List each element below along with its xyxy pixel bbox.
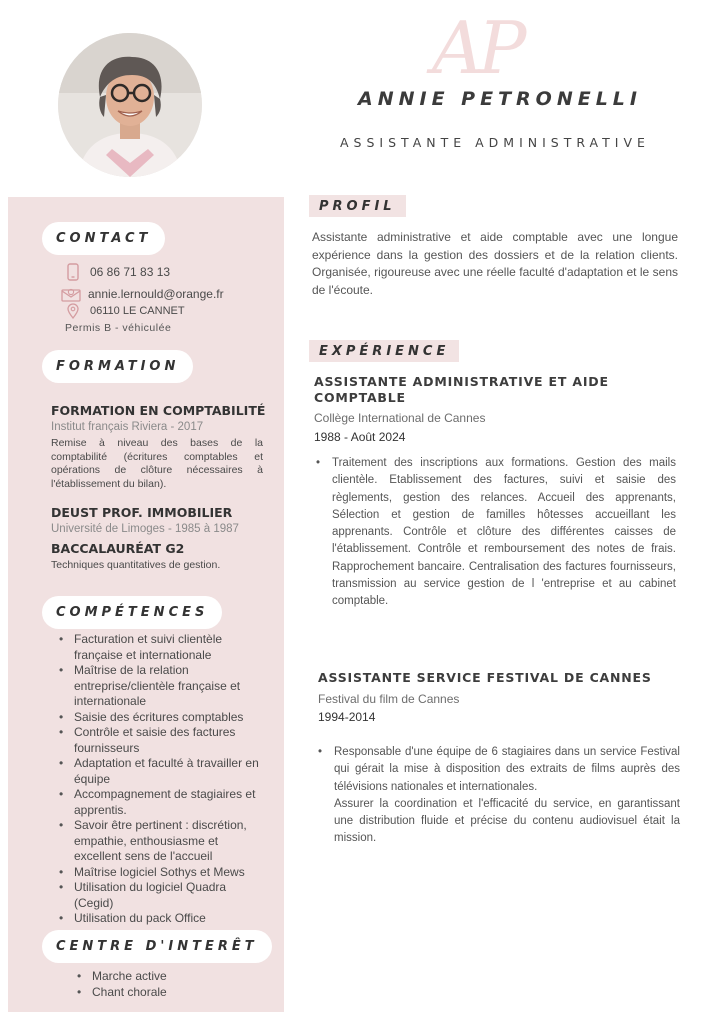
job-dates: 1994-2014 bbox=[318, 710, 376, 724]
driving-permit: Permis B - véhiculée bbox=[65, 322, 172, 334]
location-pin-icon bbox=[62, 302, 84, 320]
formation-school: Institut français Riviera - 2017 bbox=[51, 421, 204, 433]
phone-number: 06 86 71 83 13 bbox=[90, 265, 171, 279]
list-item bbox=[316, 744, 680, 848]
envelope-icon bbox=[60, 285, 82, 303]
profile-photo bbox=[58, 33, 202, 177]
formation-description: Techniques quantitatives de gestion. bbox=[51, 559, 221, 571]
list-item: • Traitement des inscriptions aux formations. Gestion des mails clientèle. Etablissement des factures, suivi et saisie des règlements, gestion des relances. Accueil des apprenants, Sélection et gestion de familles hôtesses accueillant les apprenants. Contrôle et clôture des différentes caisses de l'établissement. Contrôle et remboursement des notes de frais. Rapprochement bancaire. Centralisation des factures fournisseurs, transmission au service gestion de l 'entreprise et au cabinet comptable. bbox=[314, 455, 676, 611]
list-item: • Savoir être pertinent : discrétion, empathie, enthousiasme et excellent sens de l'accueil bbox=[56, 818, 268, 865]
list-item: • Facturation et suivi clientèle française et internationale bbox=[56, 632, 268, 663]
formation-title: FORMATION EN COMPTABILITÉ bbox=[51, 403, 266, 418]
list-item: • Maîtrise de la relation entreprise/clientèle française et internationale bbox=[56, 663, 268, 710]
profile-heading: PROFIL bbox=[309, 195, 406, 217]
contact-email[interactable] bbox=[60, 285, 224, 303]
portrait-image bbox=[58, 33, 202, 177]
contact-address bbox=[62, 302, 185, 320]
job-duties bbox=[316, 744, 680, 848]
list-item: • Utilisation du logiciel Quadra (Cegid) bbox=[56, 880, 268, 911]
list-item: • Contrôle et saisie des factures fournisseurs bbox=[56, 725, 268, 756]
list-item: • Chant chorale bbox=[74, 984, 167, 1000]
job-company: Collège International de Cannes bbox=[314, 411, 486, 425]
job-company: Festival du film de Cannes bbox=[318, 692, 460, 706]
interests-heading: CENTRE D'INTERÊT bbox=[42, 930, 272, 963]
duty-text-extra: Assurer la coordination et l'efficacité du service, en garantissant une distribution fluide et précise du contenu audiovisuel était la mission. bbox=[334, 797, 680, 845]
formation-title: BACCALAURÉAT G2 bbox=[51, 541, 185, 556]
job-title: ASSISTANTE ADMINISTRATIVE bbox=[340, 135, 650, 150]
skills-list bbox=[56, 632, 268, 927]
email-address: annie.lernould@orange.fr bbox=[88, 287, 224, 301]
list-item: • Adaptation et faculté à travailler en équipe bbox=[56, 756, 268, 787]
duty-text: Responsable d'une équipe de 6 stagiaires dans un service Festival qui gérait la mise à disposition des extraits de films auprès des télévisions nationales et internationales. bbox=[334, 746, 680, 793]
list-item: • Marche active bbox=[74, 968, 167, 984]
address-text: 06110 LE CANNET bbox=[90, 305, 185, 317]
contact-phone[interactable] bbox=[62, 263, 170, 281]
interests-list bbox=[74, 968, 167, 1000]
candidate-name: ANNIE PETRONELLI bbox=[358, 88, 642, 110]
list-item: • Maîtrise logiciel Sothys et Mews bbox=[56, 865, 268, 881]
job-role: ASSISTANTE SERVICE FESTIVAL DE CANNES bbox=[318, 670, 652, 685]
job-dates: 1988 - Août 2024 bbox=[314, 430, 406, 444]
list-item: • Saisie des écritures comptables bbox=[56, 710, 268, 726]
profile-summary: Assistante administrative et aide comptable avec une longue expérience dans la gestion des dossiers et de la relation clients. Organisée, rigoureuse avec une réelle faculté d'adaptation et le sens de l'écoute. bbox=[312, 230, 678, 297]
phone-icon bbox=[62, 263, 84, 281]
formation-title: DEUST PROF. IMMOBILIER bbox=[51, 505, 233, 520]
monogram-logo: AP bbox=[432, 6, 521, 90]
formation-description: Remise à niveau des bases de la comptabilité (écritures comptables et opérations de clôture nécessaires à l'établissement du bilan). bbox=[51, 437, 263, 490]
skills-heading: COMPÉTENCES bbox=[42, 596, 222, 629]
contact-heading: CONTACT bbox=[42, 222, 165, 255]
job-duties bbox=[314, 455, 676, 611]
list-item: • Utilisation du pack Office bbox=[56, 911, 268, 927]
formation-school: Université de Limoges - 1985 à 1987 bbox=[51, 523, 239, 535]
list-item: • Accompagnement de stagiaires et apprentis. bbox=[56, 787, 268, 818]
experience-heading: EXPÉRIENCE bbox=[309, 340, 459, 362]
job-role: ASSISTANTE ADMINISTRATIVE ET AIDE COMPTABLE bbox=[314, 374, 609, 405]
formation-heading: FORMATION bbox=[42, 350, 193, 383]
